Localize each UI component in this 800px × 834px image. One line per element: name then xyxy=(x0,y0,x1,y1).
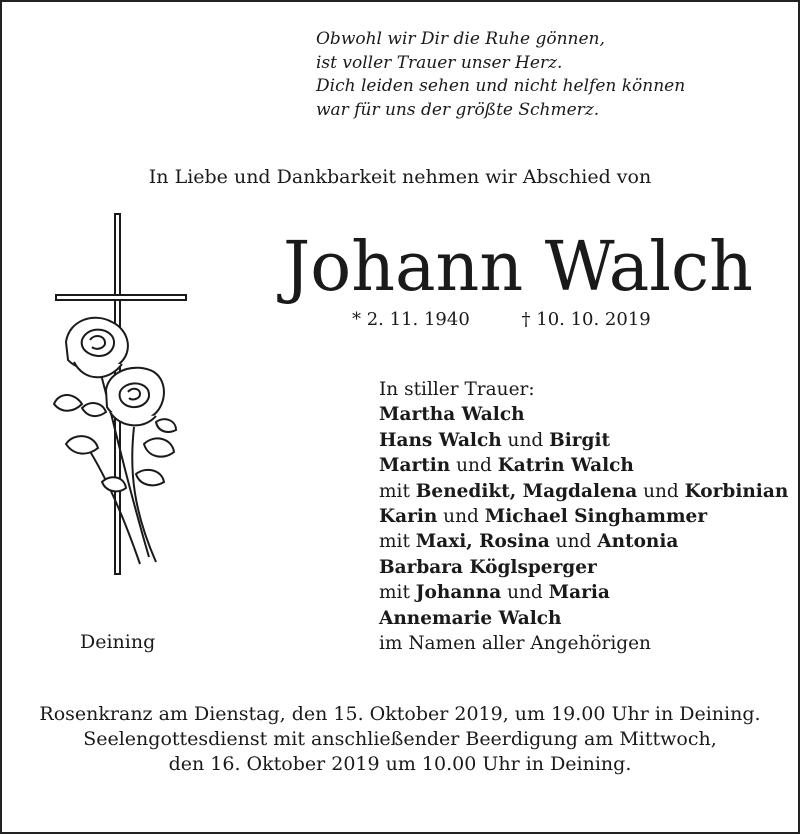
cross-with-roses-icon xyxy=(44,212,194,592)
connector-text: mit xyxy=(379,582,416,604)
mourner-name: Maria xyxy=(548,582,610,604)
connector-text: und xyxy=(637,480,685,502)
mourner-name: Katrin Walch xyxy=(497,455,634,477)
mourner-name: Karin xyxy=(379,506,438,528)
service-line: Seelengottesdienst mit anschließender Beerdigung am Mittwoch, xyxy=(83,728,717,750)
mourner-name: Birgit xyxy=(549,429,611,451)
connector-text: mit xyxy=(379,480,416,502)
mourner-name: Maxi, Rosina xyxy=(415,531,550,553)
place-name: Deining xyxy=(80,631,156,653)
birth-date: * 2. 11. 1940 xyxy=(352,309,470,330)
connector-text: und xyxy=(437,506,485,528)
mourners-heading: In stiller Trauer: xyxy=(379,379,535,400)
mourner-name: Johanna xyxy=(415,582,502,604)
poem xyxy=(316,28,685,122)
mourner-line: im Namen aller Angehörigen xyxy=(379,633,651,655)
poem-line: ist voller Trauer unser Herz. xyxy=(316,52,563,73)
poem-line: Dich leiden sehen und nicht helfen können xyxy=(316,76,686,96)
mourner-name: Martha Walch xyxy=(379,404,525,426)
connector-text: und xyxy=(549,531,598,553)
connector-text: und xyxy=(501,429,550,451)
service-details xyxy=(0,702,800,777)
mourner-line xyxy=(379,555,788,580)
connector-text: und xyxy=(450,455,498,477)
mourner-name: Korbinian xyxy=(684,480,789,502)
death-date: † 10. 10. 2019 xyxy=(521,309,651,330)
mourner-line xyxy=(379,402,788,427)
mourner-line xyxy=(379,529,788,554)
mourner-line xyxy=(379,580,788,605)
mourner-line xyxy=(379,453,788,478)
intro-text: In Liebe und Dankbarkeit nehmen wir Abschied von xyxy=(148,166,652,188)
life-dates xyxy=(352,309,651,330)
mourner-name: Martin xyxy=(379,455,451,477)
service-line: den 16. Oktober 2019 um 10.00 Uhr in Deining. xyxy=(168,753,632,775)
mourner-name: Michael Singhammer xyxy=(484,506,708,528)
mourner-name: Benedikt, Magdalena xyxy=(415,480,638,502)
poem-line: war für uns der größte Schmerz. xyxy=(316,99,600,120)
deceased-name: Johann Walch xyxy=(283,228,753,307)
mourner-line xyxy=(379,606,788,631)
connector-text: mit xyxy=(379,531,416,553)
mourner-line xyxy=(379,479,788,504)
mourner-line xyxy=(379,428,788,453)
mourner-name: Antonia xyxy=(597,531,679,553)
mourner-name: Annemarie Walch xyxy=(379,607,562,629)
mourner-name: Hans Walch xyxy=(379,429,502,451)
mourners-list xyxy=(379,377,788,656)
connector-text: und xyxy=(501,582,549,604)
mourner-line xyxy=(379,504,788,529)
service-line: Rosenkranz am Dienstag, den 15. Oktober 2019, um 19.00 Uhr in Deining. xyxy=(39,703,761,725)
poem-line: Obwohl wir Dir die Ruhe gönnen, xyxy=(316,29,605,49)
mourner-name: Barbara Köglsperger xyxy=(379,556,597,578)
